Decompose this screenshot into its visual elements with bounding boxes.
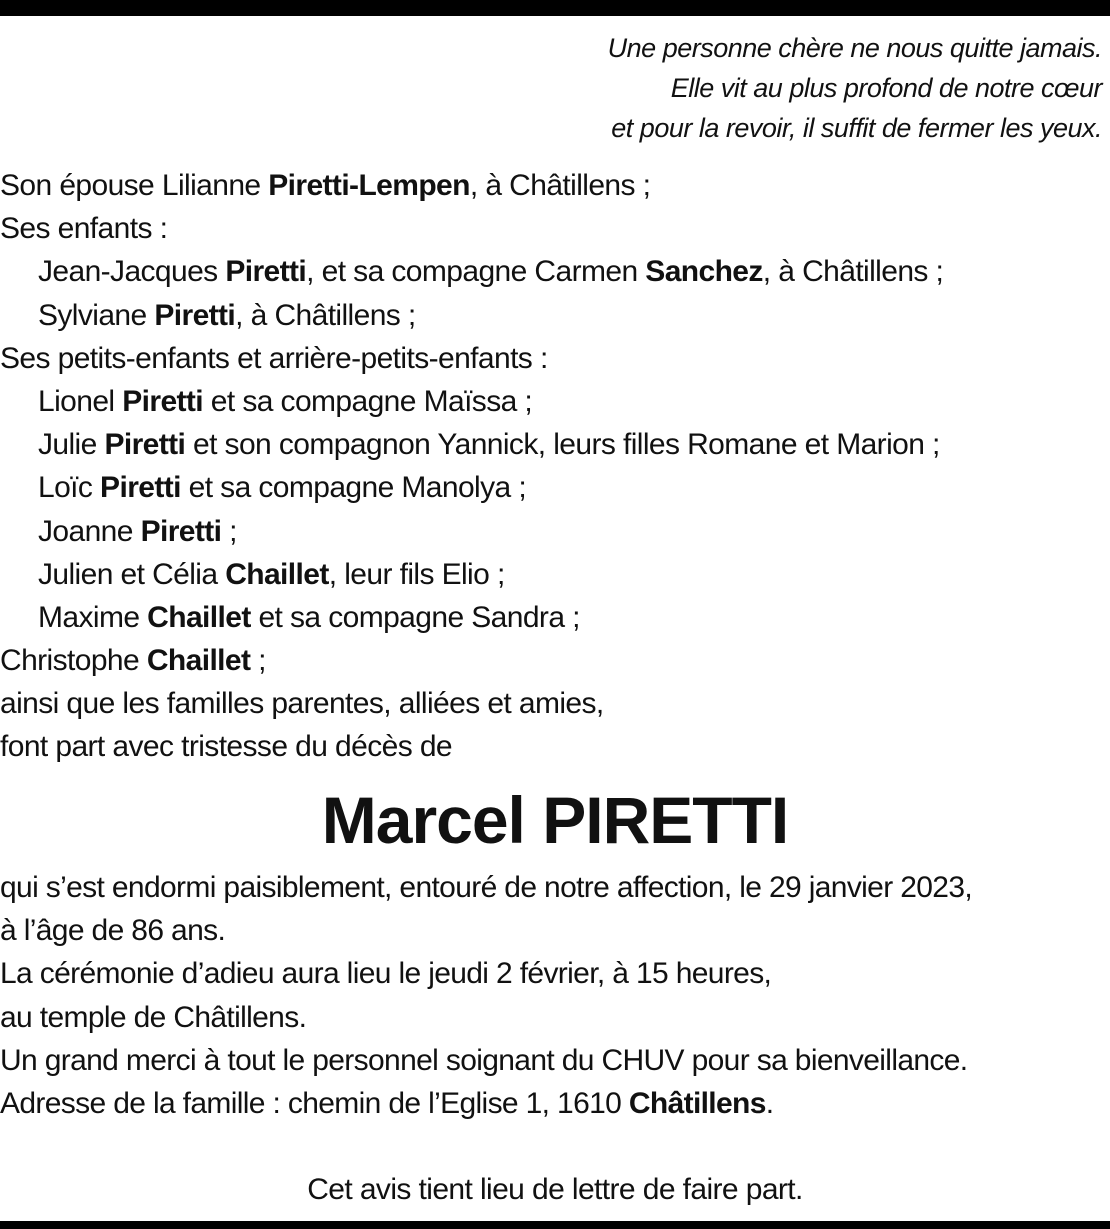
grandchild-line: Loïc Piretti et sa compagne Manolya ; xyxy=(38,471,527,505)
details-line: qui s’est endormi paisiblement, entouré de notre affection, le 29 janvier 2023, xyxy=(0,871,973,904)
grandchildren-heading: Ses petits-enfants et arrière-petits-enfants : xyxy=(0,341,548,375)
spouse-line: Son épouse Lilianne Piretti-Lempen, à Châtillens ; xyxy=(0,169,651,202)
thanks-line: Un grand merci à tout le personnel soignant du CHUV pour sa bienveillance. xyxy=(0,1043,968,1077)
grandchild-line: Joanne Piretti ; xyxy=(38,514,237,548)
details-block xyxy=(0,866,972,1125)
child-line: Sylviane Piretti, à Châtillens ; xyxy=(38,298,416,332)
grandchild-line: Maxime Chaillet et sa compagne Sandra ; xyxy=(38,600,580,634)
poem-line: Elle vit au plus profond de notre cœur xyxy=(670,73,1102,103)
closing-note: Cet avis tient lieu de lettre de faire part. xyxy=(307,1173,803,1206)
family-list xyxy=(0,164,943,769)
poem-line: et pour la revoir, il suffit de fermer les yeux. xyxy=(611,113,1102,143)
grandchild-line: Lionel Piretti et sa compagne Maïssa ; xyxy=(38,384,533,418)
grandchild-line: Julie Piretti et son compagnon Yannick, leurs filles Romane et Marion ; xyxy=(38,428,940,462)
other-relative-line: Christophe Chaillet ; xyxy=(0,644,266,678)
poem-line: Une personne chère ne nous quitte jamais. xyxy=(607,33,1102,63)
spouse-surname: Piretti-Lempen xyxy=(268,169,470,202)
address-line: Adresse de la famille : chemin de l’Eglise 1, 1610 Châtillens. xyxy=(0,1086,774,1120)
families-line: ainsi que les familles parentes, alliées et amies, xyxy=(0,687,604,721)
address-town: Châtillens xyxy=(628,1086,766,1120)
children-heading: Ses enfants : xyxy=(0,212,168,246)
child-line: Jean-Jacques Piretti, et sa compagne Carmen Sanchez, à Châtillens ; xyxy=(38,255,944,289)
deceased-name: Marcel PIRETTI xyxy=(321,783,789,857)
announcement-line: font part avec tristesse du décès de xyxy=(0,730,452,764)
details-line: à l’âge de 86 ans. xyxy=(0,914,226,948)
ceremony-line: La cérémonie d’adieu aura lieu le jeudi 2 février, à 15 heures, xyxy=(0,957,772,991)
ceremony-place-line: au temple de Châtillens. xyxy=(0,1000,307,1034)
grandchild-line: Julien et Célia Chaillet, leur fils Elio ; xyxy=(38,557,505,591)
epigraph-poem xyxy=(102,28,1102,148)
bottom-border-rule xyxy=(0,1221,1110,1229)
top-border-rule xyxy=(0,0,1110,16)
